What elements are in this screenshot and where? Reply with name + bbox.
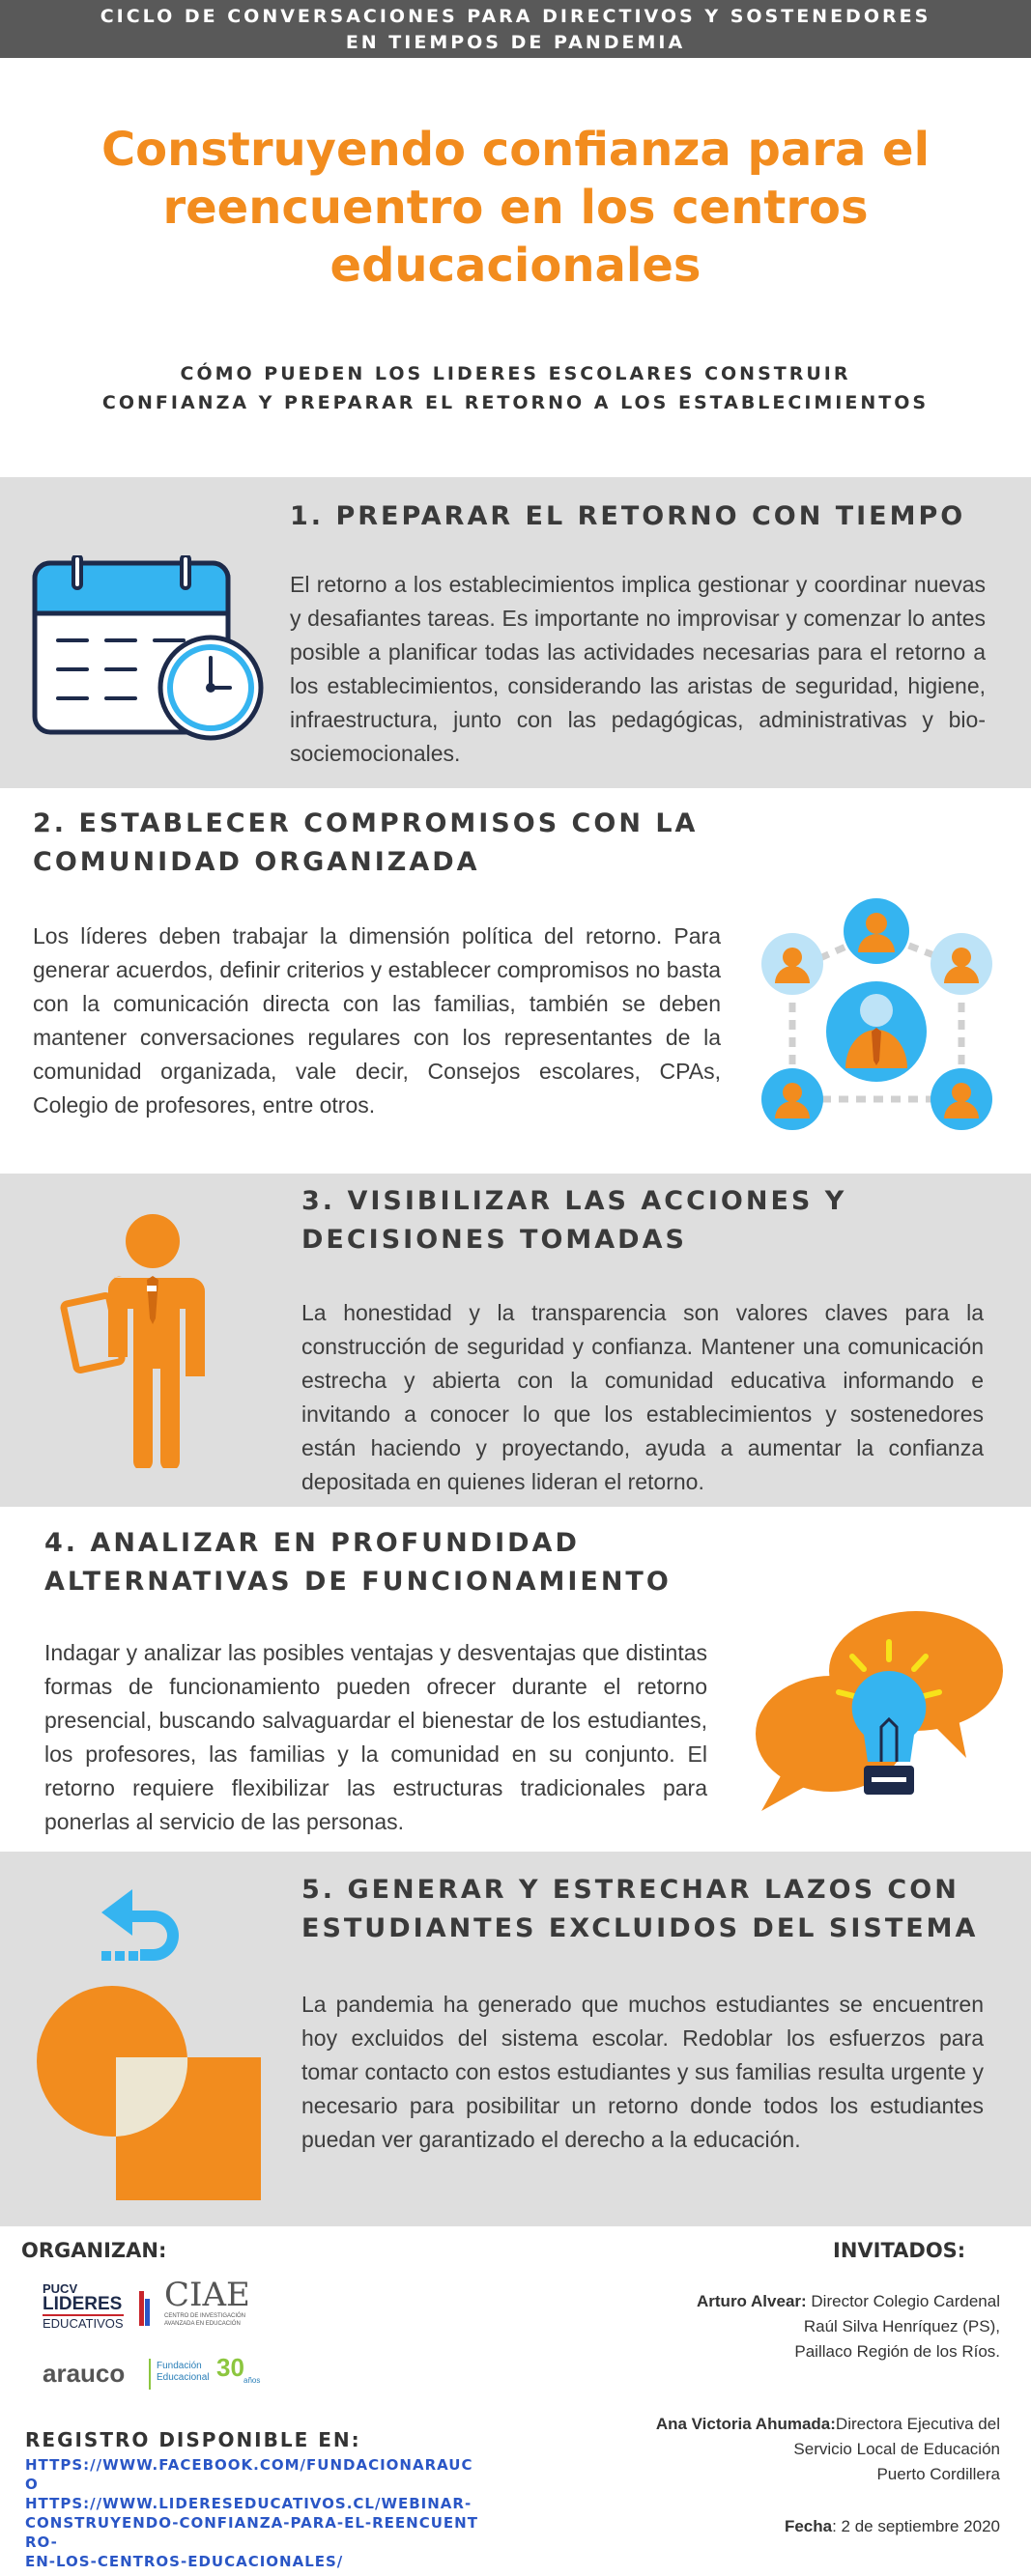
section-4-title [44, 1524, 740, 1601]
fundacion-line-1: Fundación [157, 2361, 202, 2371]
section-3-title-line-1: 3. VISIBILIZAR LAS ACCIONES Y [301, 1186, 847, 1216]
person-node-top [844, 898, 909, 964]
subtitle-line-2: CONFIANZA Y PREPARAR EL RETORNO A LOS ESTABLECIMIENTOS [101, 392, 930, 413]
page-title [58, 121, 973, 295]
link-facebook[interactable]: HTTPS://WWW.FACEBOOK.COM/FUNDACIONARAUCO [25, 2456, 473, 2493]
section-4-title-line-2: ALTERNATIVAS DE FUNCIONAMIENTO [44, 1567, 672, 1597]
guest-1 [560, 2289, 1000, 2364]
guest-1-name: Arturo Alvear: [697, 2292, 807, 2310]
overlapping-shapes-icon [37, 1982, 269, 2204]
ciae-sub-1: CENTRO DE INVESTIGACIÓN [164, 2313, 246, 2319]
fundacion-text [157, 2361, 209, 2384]
section-2-title-line-2: COMUNIDAD ORGANIZADA [33, 847, 480, 877]
ciae-sub-2: AVANZADA EN EDUCACIÓN [164, 2321, 241, 2327]
page-title-line-1: Construyendo confianza para el [100, 123, 931, 177]
section-5-title [301, 1871, 997, 1948]
guest-2-line-2: Servicio Local de Educación [793, 2440, 1000, 2458]
guest-2-line-3: Puerto Cordillera [876, 2465, 1000, 2483]
guest-2 [541, 2412, 1000, 2487]
subtitle-line-1: CÓMO PUEDEN LOS LIDERES ESCOLARES CONSTRUIR [180, 363, 851, 384]
presenter-person-icon [60, 1212, 215, 1468]
calendar-clock-icon [29, 555, 271, 744]
return-arrow-icon [92, 1876, 193, 1963]
fecha-label: Fecha [784, 2517, 833, 2535]
section-2-title [33, 805, 729, 882]
educativos-text: EDUCATIVOS [43, 2316, 124, 2331]
header-line-2: EN TIEMPOS DE PANDEMIA [345, 32, 686, 53]
guest-1-line-2: Raúl Silva Henríquez (PS), [803, 2317, 1000, 2335]
lideres-educativos-logo [43, 2281, 149, 2334]
section-3-title [301, 1182, 997, 1260]
arauco-text: arauco [43, 2359, 126, 2388]
section-2-title-line-1: 2. ESTABLECER COMPROMISOS CON LA [33, 808, 699, 838]
section-4-text: Indagar y analizar las posibles ventajas y desventajas que distintas formas de funcionamiento pueden ofrecer durante el retorno presencial, buscando salvaguardar el bienestar de los estudiantes, los profesores, las familias y la comunidad en su conjunto. El retorno requiere flexibilizar las estructuras tradicionales para ponerlas al servicio de las personas. [44, 1640, 707, 1834]
arauco-logo [43, 2353, 284, 2395]
page-title-line-3: educacionales [329, 239, 702, 293]
registro-label: REGISTRO DISPONIBLE EN: [25, 2428, 361, 2451]
section-3-title-line-2: DECISIONES TOMADAS [301, 1225, 687, 1255]
fecha [657, 2514, 1000, 2539]
link-lideres-3[interactable]: EN-LOS-CENTROS-EDUCACIONALES/ [25, 2553, 344, 2570]
section-5-title-line-2: ESTUDIANTES EXCLUIDOS DEL SISTEMA [301, 1913, 979, 1943]
registro-links [25, 2455, 479, 2571]
fundacion-years: 30 [216, 2353, 244, 2382]
page-title-line-2: reencuentro en los centros [162, 181, 869, 235]
invitados-label: INVITADOS: [833, 2239, 966, 2262]
arauco-divider [149, 2359, 151, 2390]
section-2-text: Los líderes deben trabajar la dimensión política del retorno. Para generar acuerdos, definir criterios y establecer compromisos no basta con la comunicación directa con las familias, también se deben mantener conversaciones regulares con los representantes de la comunidad organizada, vale decir, Consejos escolares, CPAs, Colegio de profesores, entre otros. [33, 923, 721, 1118]
lideres-text: LIDERES [43, 2294, 123, 2314]
fundacion-line-2: Educacional [157, 2372, 210, 2383]
idea-bubbles-icon [754, 1603, 1005, 1835]
pucv-text: PUCV [43, 2281, 78, 2296]
section-4-title-line-1: 4. ANALIZAR EN PROFUNDIDAD [44, 1528, 580, 1558]
fecha-value: : 2 de septiembre 2020 [832, 2517, 1000, 2535]
section-1-title: 1. PREPARAR EL RETORNO CON TIEMPO [290, 501, 966, 531]
section-3-text: La honestidad y la transparencia son valores claves para la construcción de seguridad y confianza. Mantener una comunicación estrecha y abierta con la comunidad educativa informando e invitando a conocer lo que los establecimientos y sostenedores están haciendo y proyectando, ayuda a aumentar la confianza depositada en quienes lideran el retorno. [301, 1300, 984, 1494]
lideres-mark-icon [139, 2291, 151, 2326]
ciae-logo [164, 2278, 261, 2332]
fundacion-anos: años [243, 2376, 261, 2385]
guest-1-line-1: Director Colegio Cardenal [806, 2292, 1000, 2310]
section-5-title-line-1: 5. GENERAR Y ESTRECHAR LAZOS CON [301, 1875, 959, 1905]
guest-1-line-3: Paillaco Región de los Ríos. [794, 2342, 1000, 2361]
ciae-text: CIAE [164, 2276, 250, 2314]
page-subtitle [58, 359, 973, 417]
header-bar [0, 0, 1031, 58]
organizan-label: ORGANIZAN: [21, 2239, 167, 2262]
guest-2-line-1: Directora Ejecutiva del [835, 2415, 1000, 2433]
guest-2-name: Ana Victoria Ahumada: [655, 2415, 836, 2433]
section-5-text: La pandemia ha generado que muchos estudiantes se encuentren hoy excluidos del sistema escolar. Redoblar los esfuerzos para tomar contacto con estos estudiantes y sus familias resulta urgente y necesario para posibilitar un retorno donde todos los estudiantes puedan ver garantizado el derecho a la educación. [301, 1992, 984, 2152]
section-1-text: El retorno a los establecimientos implica gestionar y coordinar nuevas y desafiantes tareas. Es importante no improvisar y comenzar lo antes posible a planificar todas las actividades necesarias para el retorno a los establecimientos, considerando las aristas de seguridad, higiene, infraestructura, junto con las pedagógicas, administrativas y bio-sociemocionales. [290, 572, 986, 766]
header-line-1: CICLO DE CONVERSACIONES PARA DIRECTIVOS Y SOSTENEDORES [100, 6, 931, 27]
community-network-icon [754, 896, 1000, 1133]
link-lideres-1[interactable]: HTTPS://WWW.LIDERESEDUCATIVOS.CL/WEBINAR- [25, 2495, 473, 2512]
link-lideres-2[interactable]: CONSTRUYENDO-CONFIANZA-PARA-EL-REENCUENTRO- [25, 2514, 478, 2551]
